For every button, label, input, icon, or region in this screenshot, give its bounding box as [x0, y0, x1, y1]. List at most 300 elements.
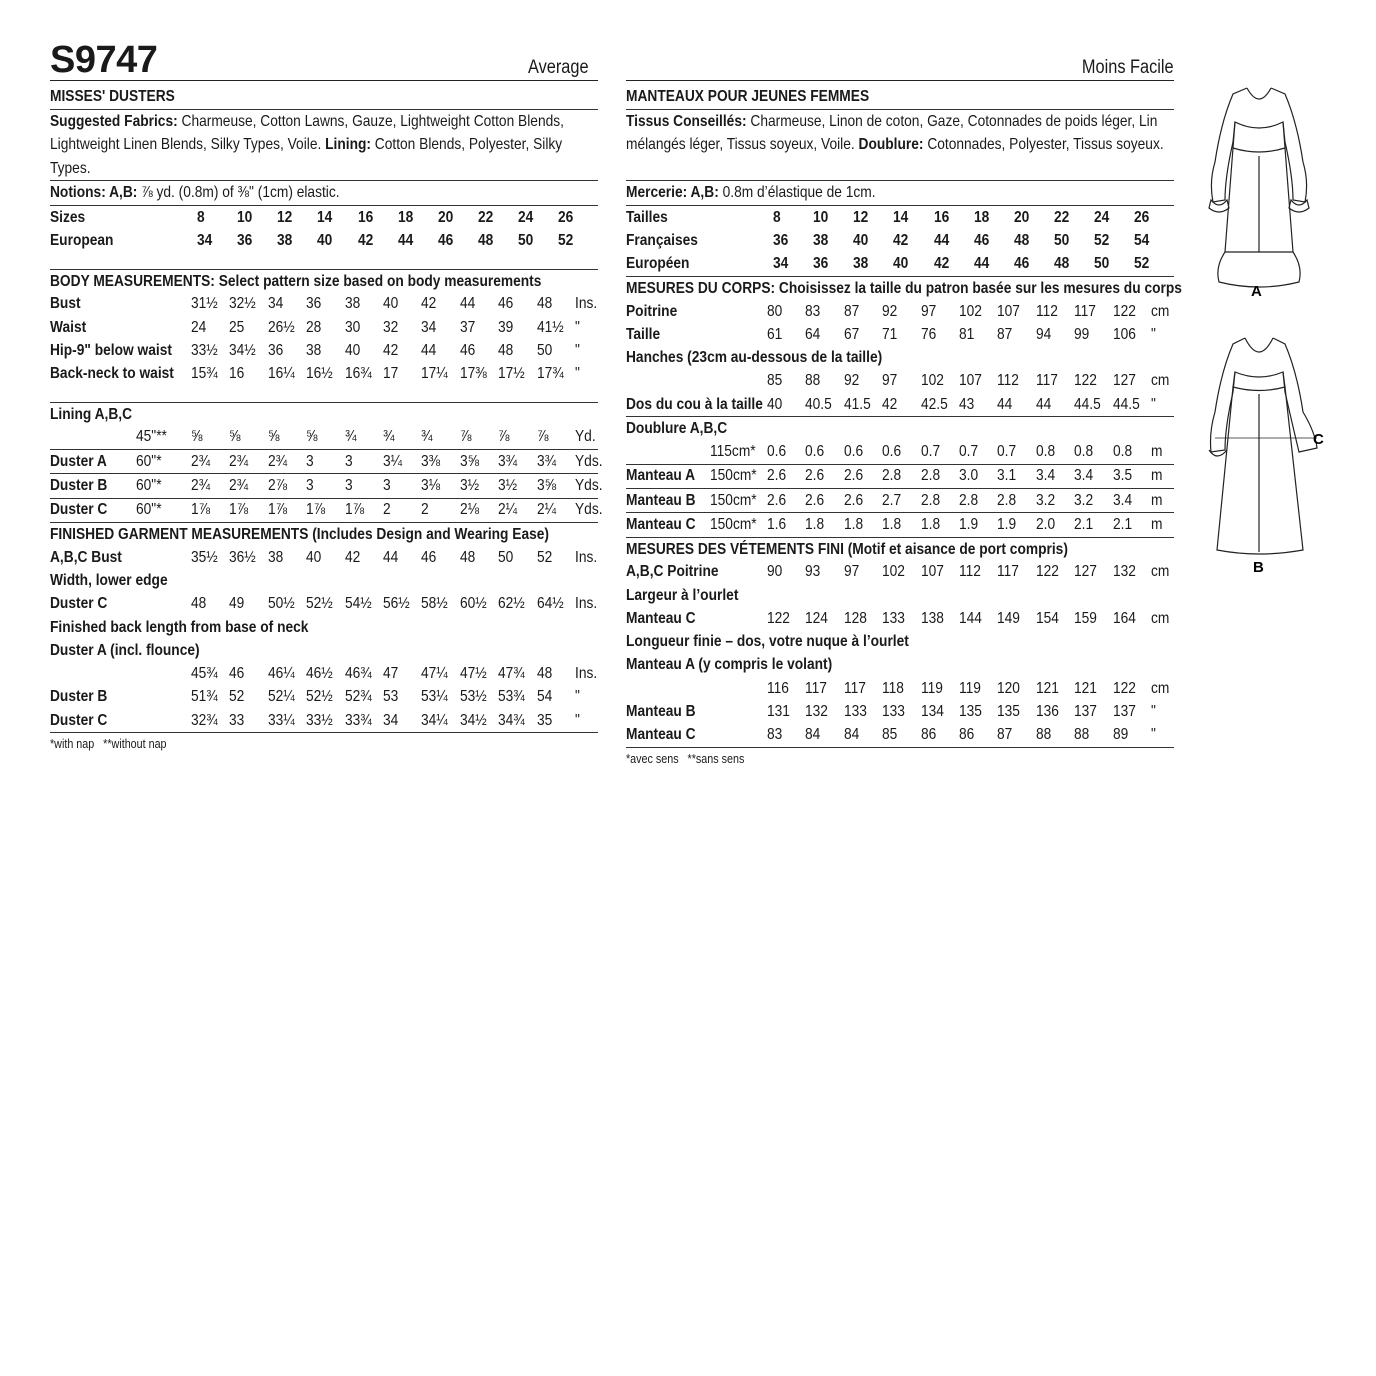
cell-value: ⅝	[191, 428, 203, 446]
cell-value: 53½	[459, 688, 487, 706]
cell-value: 2.6	[805, 467, 825, 485]
unit: cm	[1150, 563, 1170, 581]
cell-value: 44	[459, 295, 476, 313]
view-b-illustration	[1209, 338, 1317, 554]
cell-value: 133	[882, 609, 906, 627]
cell-value: 46	[498, 295, 514, 313]
table-row	[50, 498, 598, 522]
unit: "	[1150, 325, 1156, 343]
cell-value: 40	[893, 255, 909, 273]
lining-label: Lining:	[325, 136, 371, 154]
fabric-width: 60"*	[136, 501, 162, 519]
cell-value: 122	[767, 609, 790, 627]
cell-value: 42	[882, 395, 898, 413]
cell-value: 112	[958, 563, 981, 581]
cell-value: 40.5	[805, 395, 833, 413]
cell-value: 117	[805, 679, 828, 697]
cell-value: 52½	[306, 595, 333, 613]
cell-value: ⅞	[536, 428, 548, 446]
cell-value: 42	[382, 341, 399, 359]
cell-value: 0.7	[958, 443, 979, 461]
cell-value: 24	[1093, 208, 1110, 226]
fabrics-paragraph	[50, 110, 598, 181]
cell-value: 1.6	[767, 515, 787, 533]
cell-value: 0.6	[767, 443, 787, 461]
cell-value: 86	[958, 726, 975, 744]
cell-value: 76	[920, 325, 936, 343]
row-label: Duster B	[50, 688, 108, 706]
cell-value: 88	[1074, 726, 1090, 744]
cell-value: 116	[767, 679, 789, 697]
cell-value: 44	[421, 341, 437, 359]
notions-text: ⅞ yd. (0.8m) of ⅜" (1cm) elastic.	[137, 184, 340, 201]
unit: Yds.	[574, 477, 603, 495]
cell-value: 118	[882, 679, 905, 697]
cell-value: 48	[191, 595, 207, 613]
cell-value: 50	[1093, 255, 1110, 273]
cell-value: 16	[933, 208, 949, 226]
fabrics-text: Charmeuse, Cotton Lawns, Gauze, Lightweight Cotton Blends, Lightweight Linen Blends, Silky Types, Voile.	[50, 113, 564, 154]
cell-value: 42.5	[920, 395, 948, 413]
cell-value: 1.9	[997, 515, 1017, 533]
cell-value: 2.6	[767, 467, 787, 485]
cell-value: 61	[767, 325, 783, 343]
body-title: BODY MEASUREMENTS: Select pattern size based on body measurements	[50, 272, 542, 290]
row-label: A,B,C Poitrine	[626, 563, 719, 581]
cell-value: 34	[773, 255, 789, 273]
header-fr	[626, 40, 1174, 81]
cell-value: 50½	[267, 595, 295, 613]
cell-value: 17½	[498, 365, 525, 383]
header-en	[50, 40, 598, 81]
lining-text-fr: Cotonnades, Polyester, Tissus soyeux.	[923, 136, 1164, 154]
row-label: Duster A (incl. flounce)	[50, 641, 200, 659]
cell-value: 33½	[191, 341, 218, 359]
cell-value: 37	[459, 318, 476, 336]
row-label: A,B,C Bust	[50, 548, 122, 566]
cell-value: 42	[893, 231, 909, 249]
cell-value: 34¼	[421, 711, 449, 729]
cell-value: 133	[843, 702, 867, 720]
cell-value: 32½	[229, 295, 257, 313]
cell-value: 2.6	[843, 491, 863, 509]
cell-value: 35½	[191, 548, 218, 566]
cell-value: 36	[237, 231, 253, 249]
cell-value: 127	[1112, 372, 1136, 390]
cell-value: 0.8	[1112, 443, 1132, 461]
table-row	[626, 300, 1174, 323]
cell-value: 54½	[344, 595, 372, 613]
cell-value: 56½	[382, 595, 410, 613]
cell-value: 46	[1013, 255, 1029, 273]
cell-value: 46¼	[267, 665, 295, 683]
lining-section	[50, 403, 603, 523]
cell-value: 54	[1133, 231, 1150, 249]
cell-value: 35	[536, 711, 552, 729]
table-row	[626, 677, 1174, 700]
view-b-label: B	[1253, 559, 1264, 576]
cell-value: 0.8	[1035, 443, 1055, 461]
cell-value: 3.0	[958, 467, 979, 485]
cell-value: 40	[344, 341, 360, 359]
cell-value: 20	[1013, 208, 1029, 226]
cell-value: 31½	[191, 295, 218, 313]
cell-value: 33½	[306, 711, 333, 729]
cell-value: 36	[267, 341, 284, 359]
unit: Ins.	[574, 595, 598, 613]
cell-value: 48	[477, 231, 494, 249]
cell-value: 40	[382, 295, 399, 313]
cell-value: 38	[813, 231, 829, 249]
cell-value: 80	[767, 302, 783, 320]
table-row	[50, 450, 598, 474]
cell-value: 1.9	[958, 515, 979, 533]
table-row	[626, 700, 1174, 723]
table-row	[50, 546, 598, 569]
notions-label-fr: Mercerie: A,B:	[626, 184, 719, 201]
table-row	[626, 488, 1174, 512]
cell-value: 15¾	[191, 365, 218, 383]
unit: Ins.	[574, 665, 598, 683]
cell-value: 14	[893, 208, 909, 226]
unit: "	[574, 711, 580, 729]
cell-value: 36½	[229, 548, 257, 566]
cell-value: 119	[920, 679, 943, 697]
cell-value: 85	[767, 372, 783, 390]
table-row	[626, 724, 1174, 747]
unit: cm	[1150, 302, 1170, 320]
unit: m	[1150, 443, 1163, 461]
cell-value: 2.1	[1074, 515, 1094, 533]
cell-value: 122	[1035, 563, 1059, 581]
row-label: Manteau C	[626, 726, 696, 744]
cell-value: 38	[306, 341, 322, 359]
unit: Yd.	[574, 428, 596, 446]
cell-value: 90	[767, 563, 783, 581]
cell-value: 43	[958, 395, 975, 413]
cell-value: 48	[459, 548, 476, 566]
garment-illustrations	[1195, 82, 1335, 582]
cell-value: 16¾	[344, 365, 372, 383]
unit: Ins.	[574, 548, 598, 566]
table-row	[50, 206, 598, 229]
table-row	[50, 616, 598, 639]
cell-value: 52	[229, 688, 245, 706]
cell-value: 88	[805, 372, 821, 390]
cell-value: 44	[933, 231, 949, 249]
cell-value: 2.6	[767, 491, 787, 509]
row-label: Back-neck to waist	[50, 365, 174, 383]
difficulty-level-fr: Moins Facile	[1082, 57, 1174, 78]
cell-value: 3	[344, 477, 353, 495]
measurement-table	[50, 293, 598, 386]
unit: m	[1150, 491, 1163, 509]
view-a-label: A	[1251, 283, 1262, 300]
cell-value: 2.1	[1112, 515, 1132, 533]
cell-value: 3	[306, 452, 314, 470]
cell-value: 122	[1112, 302, 1136, 320]
fabric-width: 45"**	[136, 428, 167, 446]
footnote: *with nap **without nap	[50, 737, 167, 752]
cell-value: 2.6	[805, 491, 825, 509]
unit: m	[1150, 467, 1163, 485]
cell-value: 40	[767, 395, 783, 413]
cell-value: 133	[882, 702, 906, 720]
cell-value: 107	[920, 563, 944, 581]
cell-value: 2	[421, 501, 430, 519]
cell-value: 135	[997, 702, 1021, 720]
cell-value: 97	[920, 302, 936, 320]
table-row	[626, 323, 1174, 346]
cell-value: 24	[517, 208, 534, 226]
cell-value: 2.0	[1035, 515, 1055, 533]
cell-value: 50	[517, 231, 534, 249]
row-label: Manteau C	[626, 609, 696, 627]
cell-value: 97	[843, 563, 860, 581]
row-label: Finished back length from base of neck	[50, 618, 309, 636]
table-row	[50, 362, 598, 385]
unit: Yds.	[574, 452, 603, 470]
notions-label: Notions: A,B:	[50, 184, 138, 201]
cell-value: 44.5	[1074, 395, 1101, 413]
measurement-table	[50, 426, 603, 523]
cell-value: 50	[1053, 231, 1070, 249]
cell-value: 99	[1074, 325, 1090, 343]
cell-value: 3¼	[382, 452, 403, 470]
measurement-table	[626, 300, 1174, 416]
cell-value: 136	[1035, 702, 1059, 720]
cell-value: 48	[1013, 231, 1029, 249]
cell-value: 32¾	[191, 711, 218, 729]
body-measurements-fr	[626, 277, 1182, 417]
cell-value: 46½	[306, 665, 333, 683]
cell-value: 40	[306, 548, 322, 566]
row-label: Poitrine	[626, 302, 678, 320]
cell-value: 38	[267, 548, 284, 566]
cell-value: 39	[498, 318, 514, 336]
cell-value: 40	[317, 231, 333, 249]
finished-measurements	[50, 523, 598, 733]
cell-value: 2.6	[843, 467, 863, 485]
sizes-table-fr	[626, 206, 1174, 277]
cell-value: 20	[437, 208, 453, 226]
cell-value: 144	[958, 609, 982, 627]
cell-value: 44	[397, 231, 413, 249]
cell-value: 1⅞	[306, 501, 326, 519]
unit: "	[574, 341, 580, 359]
table-row	[50, 339, 598, 362]
lining-label-fr: Doublure:	[858, 136, 924, 154]
row-label: Manteau A	[626, 467, 696, 485]
row-label: Manteau C	[626, 515, 696, 533]
cell-value: 16¼	[267, 365, 295, 383]
cell-value: 8	[197, 208, 205, 226]
row-label: Width, lower edge	[50, 571, 168, 589]
cell-value: ⅝	[229, 428, 241, 446]
cell-value: 34½	[229, 341, 257, 359]
cell-value: 34¾	[498, 711, 525, 729]
measurement-table	[626, 440, 1174, 537]
row-label: Longueur finie – dos, votre nuque à l’ourlet	[626, 633, 909, 651]
cell-value: 54	[536, 688, 552, 706]
cell-value: 102	[920, 372, 944, 390]
cell-value: 137	[1074, 702, 1098, 720]
cell-value: 32	[382, 318, 399, 336]
table-row	[50, 316, 598, 339]
cell-value: 83	[805, 302, 821, 320]
cell-value: 2.8	[997, 491, 1017, 509]
cell-value: 48	[498, 341, 514, 359]
cell-value: 132	[1112, 563, 1136, 581]
unit: "	[1150, 395, 1156, 413]
cell-value: 1⅞	[344, 501, 364, 519]
cell-value: 135	[958, 702, 982, 720]
cell-value: 44	[1035, 395, 1052, 413]
cell-value: 3⅜	[421, 452, 441, 470]
cell-value: 107	[997, 302, 1021, 320]
cell-value: 52	[536, 548, 552, 566]
cell-value: 87	[997, 325, 1013, 343]
cell-value: 17	[382, 365, 399, 383]
cell-value: 60½	[459, 595, 487, 613]
cell-value: 64	[805, 325, 821, 343]
cell-value: 138	[920, 609, 944, 627]
cell-value: 47¼	[421, 665, 449, 683]
cell-value: ⅝	[267, 428, 280, 446]
cell-value: 2⅞	[267, 477, 287, 495]
cell-value: 122	[1074, 372, 1098, 390]
cell-value: 122	[1112, 679, 1136, 697]
cell-value: 38	[277, 231, 293, 249]
cell-value: 2¾	[229, 452, 249, 470]
table-row	[50, 474, 598, 498]
cell-value: 45¾	[191, 665, 218, 683]
table-row	[50, 593, 598, 616]
cell-value: 48	[536, 665, 552, 683]
cell-value: 40	[853, 231, 869, 249]
cell-value: 128	[843, 609, 867, 627]
cell-value: 3½	[459, 477, 479, 495]
row-label: Manteau A (y compris le volant)	[626, 656, 833, 674]
cell-value: 58½	[421, 595, 449, 613]
cell-value: 86	[920, 726, 936, 744]
notions-text-fr: 0.8m d’élastique de 1cm.	[718, 184, 876, 201]
cell-value: 1.8	[805, 515, 825, 533]
cell-value: 1.8	[920, 515, 940, 533]
table-row	[50, 229, 598, 252]
cell-value: 44	[973, 255, 989, 273]
unit: "	[574, 365, 580, 383]
cell-value: 33¾	[344, 711, 372, 729]
fabric-width: 115cm*	[710, 443, 756, 461]
finished-measurements-fr	[626, 538, 1174, 748]
cell-value: 2¾	[191, 452, 211, 470]
table-row	[50, 569, 598, 592]
cell-value: 46	[459, 341, 476, 359]
cell-value: 41½	[536, 318, 564, 336]
table-row	[626, 370, 1174, 393]
fabrics-label-fr: Tissus Conseillés:	[626, 113, 747, 130]
cell-value: 52½	[306, 688, 333, 706]
cell-value: 38	[344, 295, 360, 313]
pattern-code: S9747	[50, 39, 158, 81]
cell-value: 34½	[459, 711, 487, 729]
cell-value: 14	[317, 208, 333, 226]
cell-value: 154	[1035, 609, 1059, 627]
cell-value: 25	[229, 318, 245, 336]
cell-value: 2.8	[920, 491, 940, 509]
unit: cm	[1150, 679, 1170, 697]
cell-value: 112	[997, 372, 1020, 390]
cell-value: 36	[813, 255, 829, 273]
cell-value: 44.5	[1112, 395, 1140, 413]
cell-value: 121	[1074, 679, 1098, 697]
table-row	[50, 709, 598, 732]
cell-value: 134	[920, 702, 944, 720]
table-row	[626, 584, 1174, 607]
cell-value: 10	[237, 208, 253, 226]
cell-value: 83	[767, 726, 783, 744]
cell-value: 47¾	[498, 665, 525, 683]
cell-value: 64½	[536, 595, 564, 613]
body-measurements	[50, 270, 598, 403]
row-label: Hanches (23cm au-dessous de la taille)	[626, 349, 883, 367]
cell-value: 92	[882, 302, 898, 320]
cell-value: 97	[882, 372, 898, 390]
table-row	[50, 686, 598, 709]
cell-value: 3½	[498, 477, 518, 495]
view-a-illustration	[1209, 88, 1309, 287]
cell-value: 53¾	[498, 688, 525, 706]
table-row	[626, 206, 1174, 229]
cell-value: 137	[1112, 702, 1136, 720]
garment-title: MISSES' DUSTERS	[50, 88, 175, 105]
cell-value: 26	[557, 208, 574, 226]
row-label: Duster C	[50, 711, 108, 729]
cell-value: 93	[805, 563, 821, 581]
view-c-label: C	[1313, 431, 1324, 448]
garment-title-fr: MANTEAUX POUR JEUNES FEMMES	[626, 88, 870, 105]
row-label: Dos du cou à la taille	[626, 395, 763, 413]
cell-value: 34	[267, 295, 284, 313]
row-label: Manteau B	[626, 702, 696, 720]
cell-value: 0.6	[882, 443, 902, 461]
cell-value: 1.8	[882, 515, 902, 533]
difficulty-level: Average	[527, 57, 589, 78]
cell-value: ⅞	[459, 428, 472, 446]
unit: "	[574, 318, 580, 336]
cell-value: 3	[306, 477, 314, 495]
unit: "	[1150, 726, 1156, 744]
cell-value: 53	[382, 688, 399, 706]
row-label: Duster C	[50, 501, 108, 519]
lining-section-fr	[626, 417, 1174, 537]
row-label: Européen	[626, 255, 690, 273]
cell-value: 3⅝	[459, 452, 479, 470]
row-label: Largeur à l’ourlet	[626, 586, 739, 604]
cell-value: 62½	[498, 595, 525, 613]
cell-value: 117	[843, 679, 866, 697]
cell-value: 18	[973, 208, 989, 226]
table-row	[626, 654, 1174, 677]
cell-value: 89	[1112, 726, 1128, 744]
cell-value: 3.4	[1035, 467, 1055, 485]
cell-value: 1⅞	[191, 501, 211, 519]
cell-value: 47½	[459, 665, 487, 683]
cell-value: 46	[229, 665, 245, 683]
cell-value: 84	[805, 726, 821, 744]
cell-value: 2¾	[267, 452, 287, 470]
